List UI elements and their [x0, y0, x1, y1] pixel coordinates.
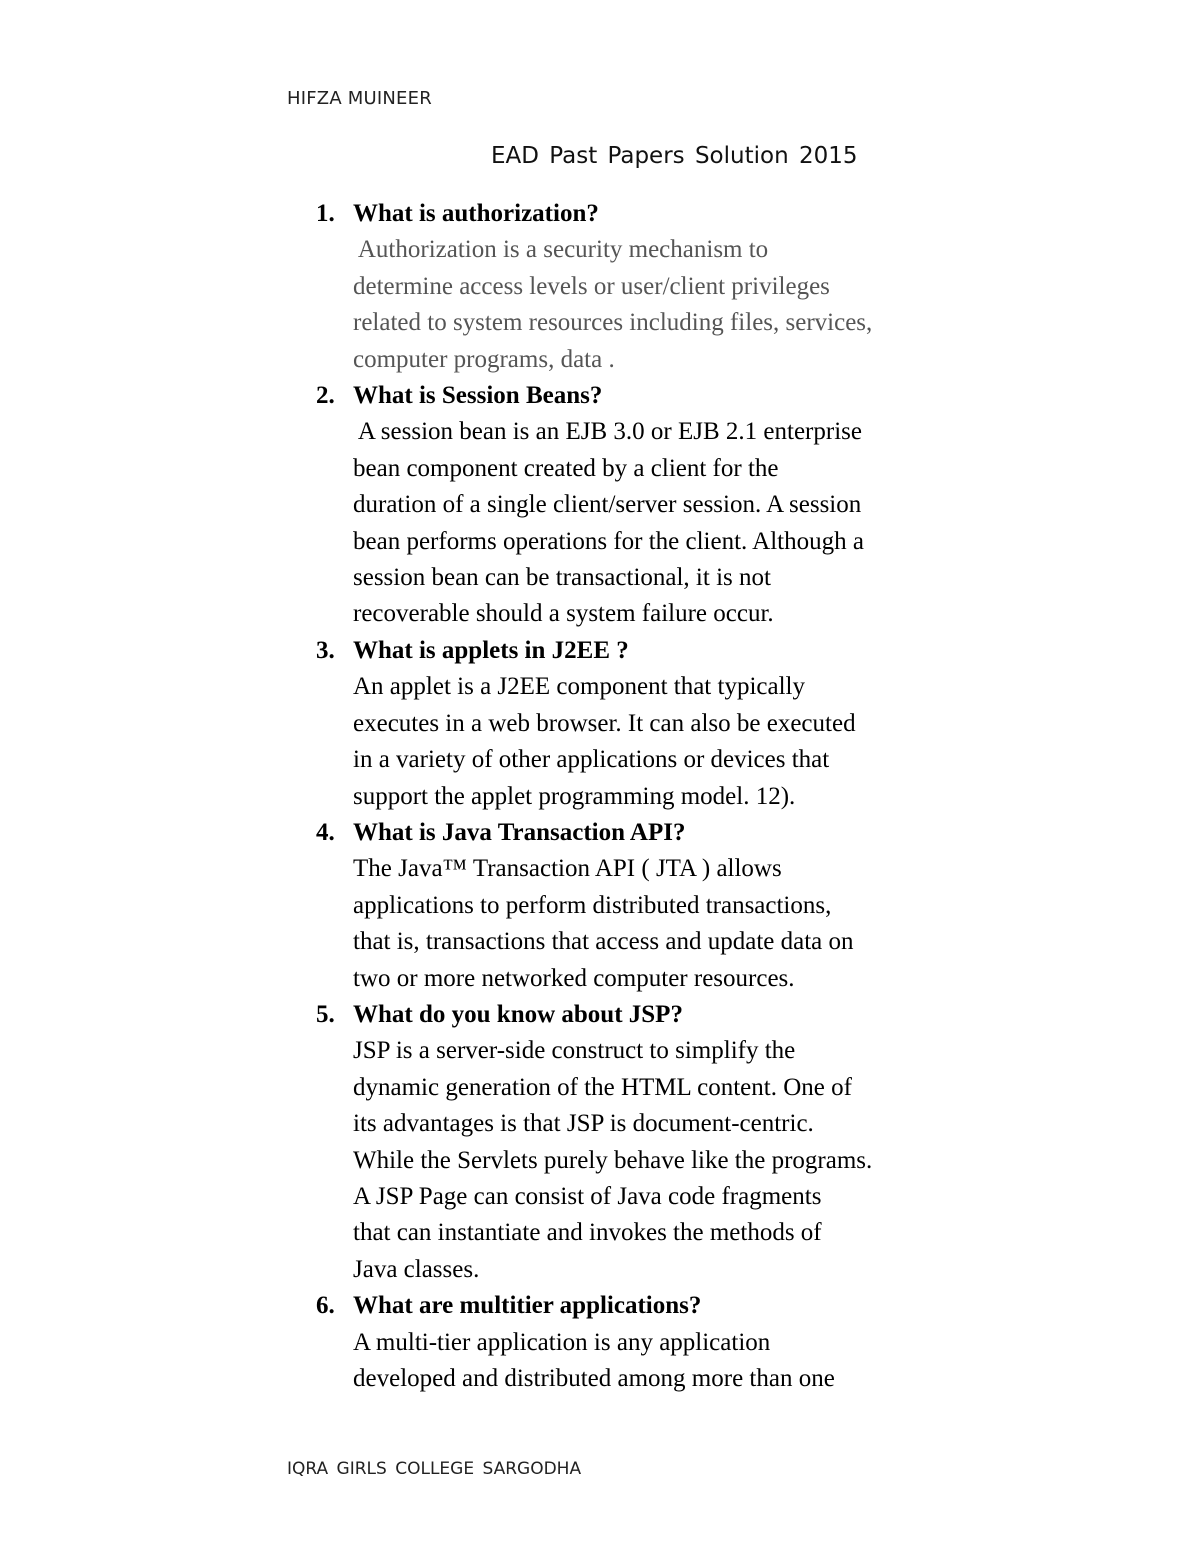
answer-line: that can instantiate and invokes the methods of: [353, 1219, 822, 1247]
answer-text: [353, 1033, 953, 1288]
answer-line: While the Servlets purely behave like the programs.: [353, 1146, 873, 1174]
answer-line: JSP is a server-side construct to simplify the: [353, 1037, 796, 1065]
question-number: 3.: [316, 636, 335, 664]
answer-line: An applet is a J2EE component that typically: [353, 673, 805, 701]
answer-line: executes in a web browser. It can also be executed: [353, 709, 856, 737]
answer-text: [353, 414, 953, 632]
question-heading: What is applets in J2EE ?: [353, 636, 629, 664]
question-heading: What is Java Transaction API?: [353, 818, 686, 846]
answer-line: duration of a single client/server session. A session: [353, 491, 862, 519]
question-number: 1.: [316, 200, 335, 227]
answer-line: A session bean is an EJB 3.0 or EJB 2.1 enterprise: [353, 418, 862, 446]
question-number: 4.: [316, 818, 335, 846]
answer-line: computer programs, data .: [353, 345, 615, 373]
answer-line: bean component created by a client for the: [353, 454, 779, 482]
question-heading: What do you know about JSP?: [353, 1000, 683, 1028]
answer-line: bean performs operations for the client. Although a: [353, 527, 864, 555]
answer-line: in a variety of other applications or devices that: [353, 746, 830, 774]
answer-line: session bean can be transactional, it is not: [353, 564, 771, 592]
question-list: [0, 196, 1200, 1397]
answer-text: [353, 232, 953, 378]
document-title: EAD Past Papers Solution 2015: [491, 143, 858, 169]
question-item-2: [0, 378, 1200, 633]
answer-line: developed and distributed among more than one: [353, 1365, 835, 1392]
answer-line: A multi-tier application is any application: [353, 1328, 771, 1356]
question-item-1: [0, 196, 1200, 378]
answer-line: related to system resources including files, services,: [353, 309, 873, 337]
answer-line: recoverable should a system failure occur.: [353, 600, 774, 628]
answer-line: applications to perform distributed transactions,: [353, 891, 832, 919]
answer-text: [353, 851, 953, 997]
answer-line: Java classes.: [353, 1255, 480, 1283]
answer-line: two or more networked computer resources.: [353, 964, 795, 992]
answer-text: [353, 1325, 953, 1398]
question-item-5: [0, 997, 1200, 1288]
question-number: 2.: [316, 382, 335, 410]
question-heading: What are multitier applications?: [353, 1292, 702, 1320]
answer-line: its advantages is that JSP is document-centric.: [353, 1110, 814, 1138]
question-item-3: [0, 633, 1200, 815]
question-number: 6.: [316, 1292, 335, 1320]
answer-line: that is, transactions that access and update data on: [353, 928, 854, 956]
question-item-4: [0, 815, 1200, 997]
answer-text: [353, 669, 953, 815]
page-header-author: HIFZA MUINEER: [287, 88, 432, 109]
question-heading: What is authorization?: [353, 200, 599, 227]
question-item-6: [0, 1288, 1200, 1397]
answer-line: dynamic generation of the HTML content. One of: [353, 1073, 852, 1101]
answer-line: determine access levels or user/client privileges: [353, 272, 830, 300]
question-heading: What is Session Beans?: [353, 382, 603, 410]
answer-line: Authorization is a security mechanism to: [353, 236, 769, 264]
question-number: 5.: [316, 1000, 335, 1028]
answer-line: A JSP Page can consist of Java code fragments: [353, 1182, 822, 1210]
answer-line: support the applet programming model. 12).: [353, 782, 796, 810]
page-footer-institution: IQRA GIRLS COLLEGE SARGODHA: [287, 1459, 582, 1479]
answer-line: The Java™ Transaction API ( JTA ) allows: [353, 855, 782, 883]
